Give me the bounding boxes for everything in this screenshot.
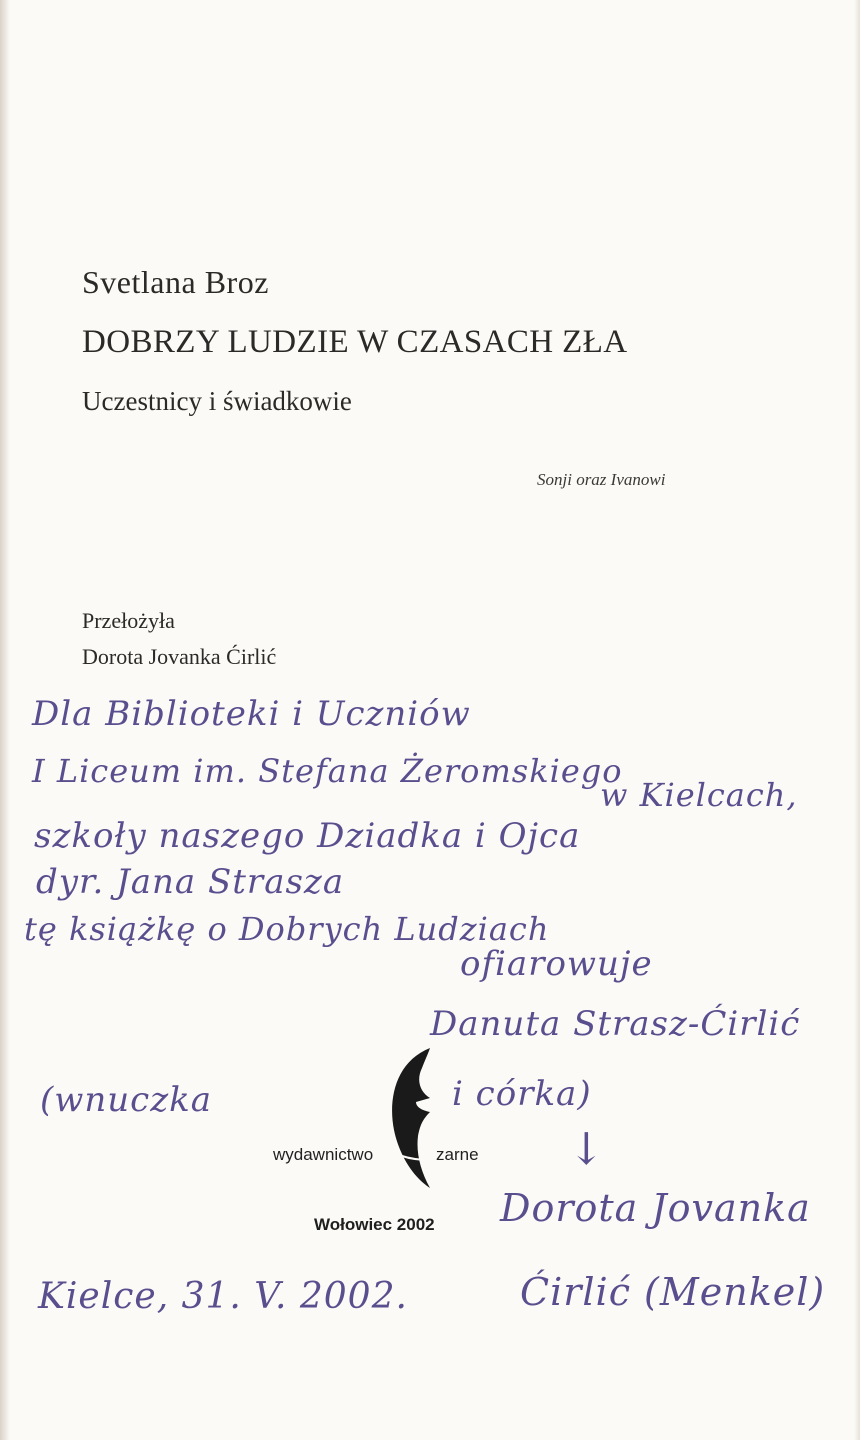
translator-name: Dorota Jovanka Ćirlić [82,644,277,669]
inscription-line: I Liceum im. Stefana Żeromskiego [32,752,623,790]
dedication: Sonji oraz Ivanowi [537,470,666,489]
inscription-line: i córka) [452,1074,592,1114]
page-spine-shadow [0,0,10,1440]
inscription-line: szkoły naszego Dziadka i Ojca [34,816,581,856]
inscription-date: Kielce, 31. V. 2002. [38,1276,408,1317]
inscription-line: dyr. Jana Strasza [36,862,345,902]
inscription-line: (wnuczka [40,1080,212,1120]
inscription-line: Danuta Strasz-Ćirlić [430,1004,801,1044]
inscription-line: Dorota Jovanka [500,1186,811,1230]
inscription-line: Dla Biblioteki i Uczniów [32,694,471,734]
publisher-name-left: wydawnictwo [273,1145,374,1164]
inscription-line: ofiarowuje [460,944,653,984]
publisher-name-right: zarne [436,1145,479,1164]
book-title: DOBRZY LUDZIE W CZASACH ZŁA [82,324,628,360]
publication-place-year: Wołowiec 2002 [314,1215,435,1234]
inscription-line: tę książkę o Dobrych Ludziach [24,910,550,948]
book-subtitle: Uczestnicy i świadkowie [82,386,352,416]
inscription-arrow: ↓ [568,1124,606,1175]
inscription-line: w Kielcach, [600,776,798,814]
page-edge [854,0,860,1440]
inscription-line: Ćirlić (Menkel) [520,1270,826,1314]
author-name: Svetlana Broz [82,264,269,300]
translator-label: Przełożyła [82,608,175,633]
publisher-logo-icon [270,1040,490,1190]
